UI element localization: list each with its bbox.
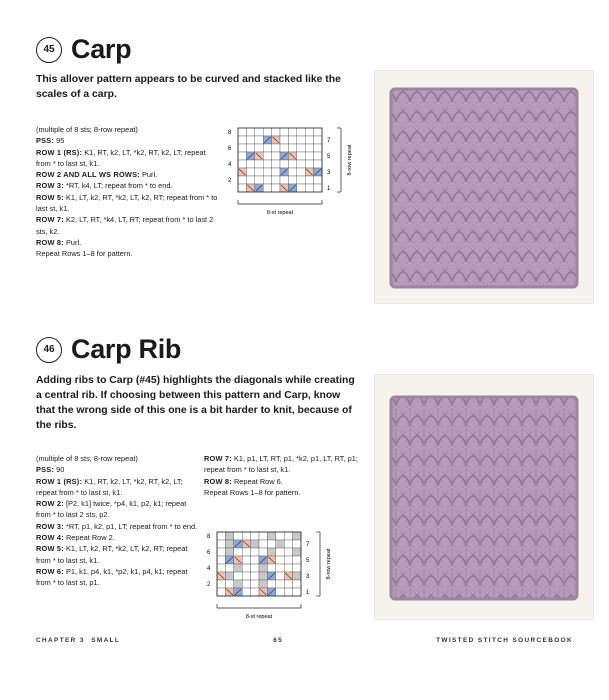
chart-cell: [251, 532, 259, 540]
chart-row-number: 3: [327, 170, 331, 176]
pattern-number-badge: 46: [36, 337, 62, 363]
chart-cell: [314, 144, 322, 152]
chart-cell: [280, 128, 288, 136]
chart-cell: [238, 128, 246, 136]
chart-cell: [272, 168, 280, 176]
row-instruction: ROW 8: Purl.: [36, 237, 82, 247]
chart-cell: [293, 580, 301, 588]
chart-cell: [251, 580, 259, 588]
chart-cell: [267, 580, 275, 588]
carp-rib-instructions-left: [36, 453, 198, 589]
pattern-title: Carp: [71, 34, 132, 64]
chart-cell: [297, 136, 305, 144]
chart-cell: [251, 540, 259, 548]
chart-cell: [234, 564, 242, 572]
chart-cell: [314, 176, 322, 184]
chart-cell: [284, 548, 292, 556]
chart-row-number: 5: [306, 558, 310, 564]
chart-cell: [276, 588, 284, 596]
chart-cell: [217, 580, 225, 588]
chart-cell: [263, 128, 271, 136]
chart-cell: [234, 580, 242, 588]
chart-cell: [251, 556, 259, 564]
chart-cell: [217, 564, 225, 572]
row-instruction: ROW 5: K1, LT, k2, RT, *k2, LT, k2, RT; repeat from * to last st, k1.: [36, 192, 218, 214]
chart-cell: [288, 160, 296, 168]
chart-cell: [297, 168, 305, 176]
chart-cell: [238, 144, 246, 152]
chart-cell: [251, 588, 259, 596]
page-number: 65: [273, 637, 284, 644]
chart-cell: [284, 540, 292, 548]
chart-cell: [255, 136, 263, 144]
chart-cell: [284, 564, 292, 572]
chart-cell: [276, 580, 284, 588]
carp-rib-title-row: [36, 334, 181, 365]
chart-cell: [272, 160, 280, 168]
chart-cell: [238, 176, 246, 184]
chart-cell: [238, 160, 246, 168]
chart-cell: [267, 548, 275, 556]
chart-cell: [217, 540, 225, 548]
chart-cell: [259, 564, 267, 572]
chart-cell: [314, 152, 322, 160]
chart-cell: [225, 580, 233, 588]
chart-cell: [284, 556, 292, 564]
chart-row-number: 6: [228, 146, 232, 152]
chart-cell: [242, 548, 250, 556]
row-instruction: ROW 7: K1, p1, LT, RT, p1, *k2, p1, LT, RT, p1; repeat from * to last st, k1.: [204, 454, 358, 475]
row-instruction: ROW 2: [P2, k1] twice, *p4, k1, p2, k1; repeat from * to last 2 sts, p2.: [36, 499, 187, 520]
pattern-intro: Adding ribs to Carp (#45) highlights the diagonals while creating a central rib. If choosing between this pattern and Carp, know that the wrong side of this one is a bit harder to knit, because of the ribs.: [36, 375, 355, 431]
chart-cell: [225, 564, 233, 572]
chart-cell: [246, 136, 254, 144]
chart-row-number: 8: [207, 534, 211, 540]
chart-cell: [251, 572, 259, 580]
chart-cell: [305, 136, 313, 144]
chart-cell: [305, 152, 313, 160]
chart-cell: [263, 144, 271, 152]
chart-cell: [293, 588, 301, 596]
chart-cell: [259, 572, 267, 580]
chart-cell: [305, 128, 313, 136]
chart-cell: [288, 144, 296, 152]
chart-cell: [272, 144, 280, 152]
chart-cell: [263, 168, 271, 176]
chart-cell: [234, 532, 242, 540]
chart-row-number: 1: [327, 186, 331, 192]
carp-stitch-chart: [224, 124, 364, 219]
pattern-title: Carp Rib: [71, 334, 182, 364]
chart-cell: [225, 548, 233, 556]
chart-cell: [314, 136, 322, 144]
chart-row-number: 8: [228, 130, 232, 136]
chart-cell: [255, 128, 263, 136]
chart-cell: [297, 176, 305, 184]
chart-cell: [280, 176, 288, 184]
pattern-number-badge: 45: [36, 37, 62, 63]
footer-chapter: CHAPTER 3 SMALL: [36, 637, 121, 644]
chart-cell: [288, 168, 296, 176]
row-instruction: ROW 1 (RS): K1, RT, k2, LT, *k2, RT, k2, LT; repeat from * to last st, k1.: [36, 476, 183, 497]
chart-cell: [280, 144, 288, 152]
chart-cell: [276, 548, 284, 556]
chart-cell: [263, 152, 271, 160]
chart-cell: [276, 564, 284, 572]
chart-cell: [284, 588, 292, 596]
pss-line: PSS: 95: [36, 136, 65, 146]
row-instruction: ROW 1 (RS): K1, RT, k2, LT, *k2, RT, k2, LT; repeat from * to last st, k1.: [36, 147, 206, 168]
chart-cell: [246, 160, 254, 168]
chart-cell: [293, 564, 301, 572]
chart-cell: [297, 144, 305, 152]
chart-cell: [225, 572, 233, 580]
row-instruction: ROW 3: *RT, k4, LT; repeat from * to end.: [36, 181, 173, 191]
st-repeat-label: 8-st repeat: [245, 614, 273, 620]
chart-cell: [217, 532, 225, 540]
chart-cell: [272, 184, 280, 192]
repeat-note: Repeat Rows 1–8 for pattern.: [36, 249, 133, 259]
chart-cell: [225, 540, 233, 548]
chart-cell: [246, 144, 254, 152]
row-repeat-label: 8-row repeat: [326, 548, 332, 580]
page-footer: [36, 637, 573, 644]
chart-cell: [314, 184, 322, 192]
row-instruction: ROW 8: Repeat Row 6.: [204, 476, 283, 486]
chart-cell: [267, 564, 275, 572]
carp-rib-stitch-chart: [203, 526, 343, 621]
row-instruction: ROW 4: Repeat Row 2.: [36, 533, 115, 543]
chart-cell: [293, 572, 301, 580]
chart-cell: [242, 580, 250, 588]
chart-cell: [263, 176, 271, 184]
multiple-note: (multiple of 8 sts; 8-row repeat): [36, 454, 138, 463]
chart-cell: [305, 184, 313, 192]
chart-cell: [234, 572, 242, 580]
chart-cell: [242, 572, 250, 580]
chart-row-number: 7: [306, 542, 310, 548]
chart-cell: [251, 548, 259, 556]
chart-cell: [284, 532, 292, 540]
chart-cell: [259, 580, 267, 588]
chart-cell: [255, 144, 263, 152]
chart-cell: [259, 548, 267, 556]
chart-row-number: 7: [327, 138, 331, 144]
chart-cell: [242, 556, 250, 564]
chart-cell: [242, 564, 250, 572]
chart-cell: [238, 184, 246, 192]
chart-cell: [259, 540, 267, 548]
chart-row-number: 3: [306, 574, 310, 580]
chart-cell: [238, 136, 246, 144]
chart-row-number: 4: [228, 162, 232, 168]
chart-cell: [272, 176, 280, 184]
chart-cell: [255, 168, 263, 176]
chart-cell: [242, 588, 250, 596]
row-instruction: ROW 7: K2, LT, RT, *k4, LT, RT; repeat from * to last 2 sts, k2.: [36, 215, 214, 236]
book-title: TWISTED STITCH SOURCEBOOK: [436, 637, 573, 644]
chart-cell: [246, 128, 254, 136]
chart-row-number: 6: [207, 550, 211, 556]
chart-cell: [288, 128, 296, 136]
repeat-note: Repeat Rows 1–8 for pattern.: [204, 487, 301, 497]
chart-cell: [297, 152, 305, 160]
chart-cell: [263, 160, 271, 168]
row-instruction: ROW 3: *RT, p1, k2, p1, LT; repeat from * to end.: [36, 521, 198, 531]
carp-title-row: [36, 34, 131, 65]
chart-cell: [297, 160, 305, 168]
chart-cell: [267, 532, 275, 540]
chart-cell: [276, 556, 284, 564]
chart-cell: [267, 540, 275, 548]
chart-cell: [305, 144, 313, 152]
chart-cell: [276, 572, 284, 580]
chart-cell: [293, 540, 301, 548]
chart-row-number: 5: [327, 154, 331, 160]
chart-cell: [305, 176, 313, 184]
chart-cell: [276, 540, 284, 548]
chart-cell: [238, 152, 246, 160]
carp-instructions: [36, 124, 218, 260]
chart-cell: [293, 556, 301, 564]
chart-cell: [284, 580, 292, 588]
chart-cell: [217, 556, 225, 564]
chart-cell: [255, 176, 263, 184]
chart-cell: [242, 532, 250, 540]
chart-cell: [255, 160, 263, 168]
chart-cell: [276, 532, 284, 540]
chart-row-number: 4: [207, 566, 211, 572]
chart-cell: [217, 588, 225, 596]
row-instruction: ROW 2 AND ALL WS ROWS: Purl.: [36, 170, 158, 180]
chart-cell: [314, 160, 322, 168]
carp-swatch-photo: [374, 70, 594, 304]
chart-cell: [280, 136, 288, 144]
chart-cell: [293, 532, 301, 540]
chart-cell: [288, 176, 296, 184]
chart-row-number: 2: [228, 178, 232, 184]
chart-cell: [263, 184, 271, 192]
chart-cell: [280, 160, 288, 168]
chart-cell: [272, 128, 280, 136]
carp-rib-swatch-photo: [374, 374, 594, 620]
row-repeat-label: 8-row repeat: [347, 144, 353, 176]
chart-cell: [314, 128, 322, 136]
chart-cell: [246, 168, 254, 176]
chart-cell: [288, 136, 296, 144]
chart-cell: [225, 532, 233, 540]
chart-row-number: 1: [306, 590, 310, 596]
chart-cell: [246, 176, 254, 184]
chart-cell: [297, 128, 305, 136]
st-repeat-label: 8-st repeat: [266, 210, 294, 216]
chart-cell: [297, 184, 305, 192]
row-instruction: ROW 5: K1, LT, k2, RT, *k2, LT, k2, RT; repeat from * to last st, k1.: [36, 544, 188, 565]
chart-cell: [217, 548, 225, 556]
carp-rib-instructions-right: [204, 453, 364, 498]
chart-cell: [234, 548, 242, 556]
chart-cell: [305, 160, 313, 168]
chart-cell: [251, 564, 259, 572]
row-instruction: ROW 6: P1, k1, p4, k1, *p2, k1, p4, k1; repeat from * to last st, p1.: [36, 566, 188, 588]
chart-cell: [293, 548, 301, 556]
multiple-note: (multiple of 8 sts; 8-row repeat): [36, 125, 138, 134]
chart-cell: [259, 532, 267, 540]
chart-cell: [272, 152, 280, 160]
pss-line: PSS: 90: [36, 465, 65, 475]
chart-row-number: 2: [207, 582, 211, 588]
pattern-intro: This allover pattern appears to be curved and stacked like the scales of a carp.: [36, 74, 341, 100]
